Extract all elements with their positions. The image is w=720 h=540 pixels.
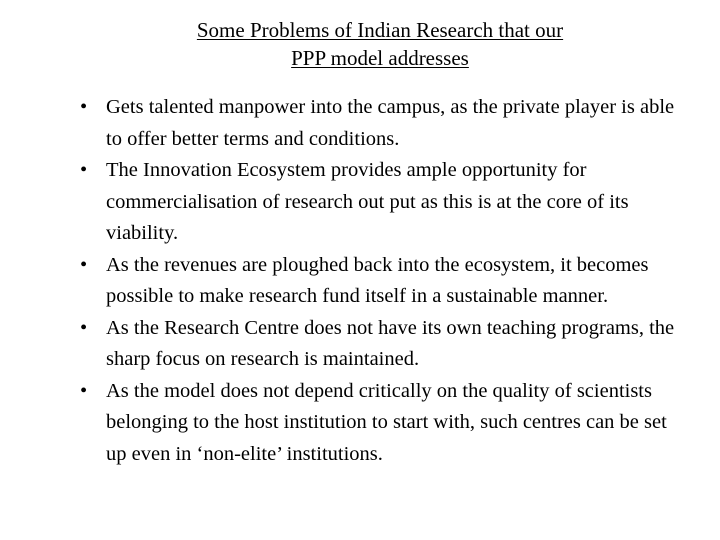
slide-title	[110, 16, 650, 72]
bullet-item-manpower	[76, 92, 686, 155]
bullet-text: As the revenues are ploughed back into the ecosystem, it becomes possible to make research fund itself in a sustainable manner.	[106, 253, 649, 307]
bullet-dot-icon: •	[80, 159, 88, 181]
bullet-dot-icon: •	[80, 96, 88, 118]
bullet-item-research-focus	[76, 313, 686, 376]
bullet-dot-icon: •	[80, 253, 88, 276]
bullet-item-non-elite-institutions	[76, 376, 686, 471]
bullet-item-innovation-ecosystem	[76, 155, 686, 250]
slide-title-line-2: PPP model addresses	[291, 46, 469, 70]
bullet-text: The Innovation Ecosystem provides ample opportunity for commercialisation of research out put as this is at the core of its viability.	[106, 159, 629, 244]
bullet-text: As the model does not depend critically on the quality of scientists belonging to the host institution to start with, such centres can be set up even in ‘non-elite’ institutions.	[106, 379, 667, 465]
bullet-text: As the Research Centre does not have its own teaching programs, the sharp focus on research is maintained.	[106, 316, 675, 370]
bullet-dot-icon: •	[80, 379, 88, 402]
bullet-list	[76, 92, 686, 470]
bullet-text: Gets talented manpower into the campus, as the private player is able to offer better terms and conditions.	[106, 96, 675, 150]
bullet-dot-icon: •	[80, 316, 88, 339]
slide-title-line-1: Some Problems of Indian Research that our	[196, 18, 564, 42]
bullet-item-revenues	[76, 250, 686, 313]
